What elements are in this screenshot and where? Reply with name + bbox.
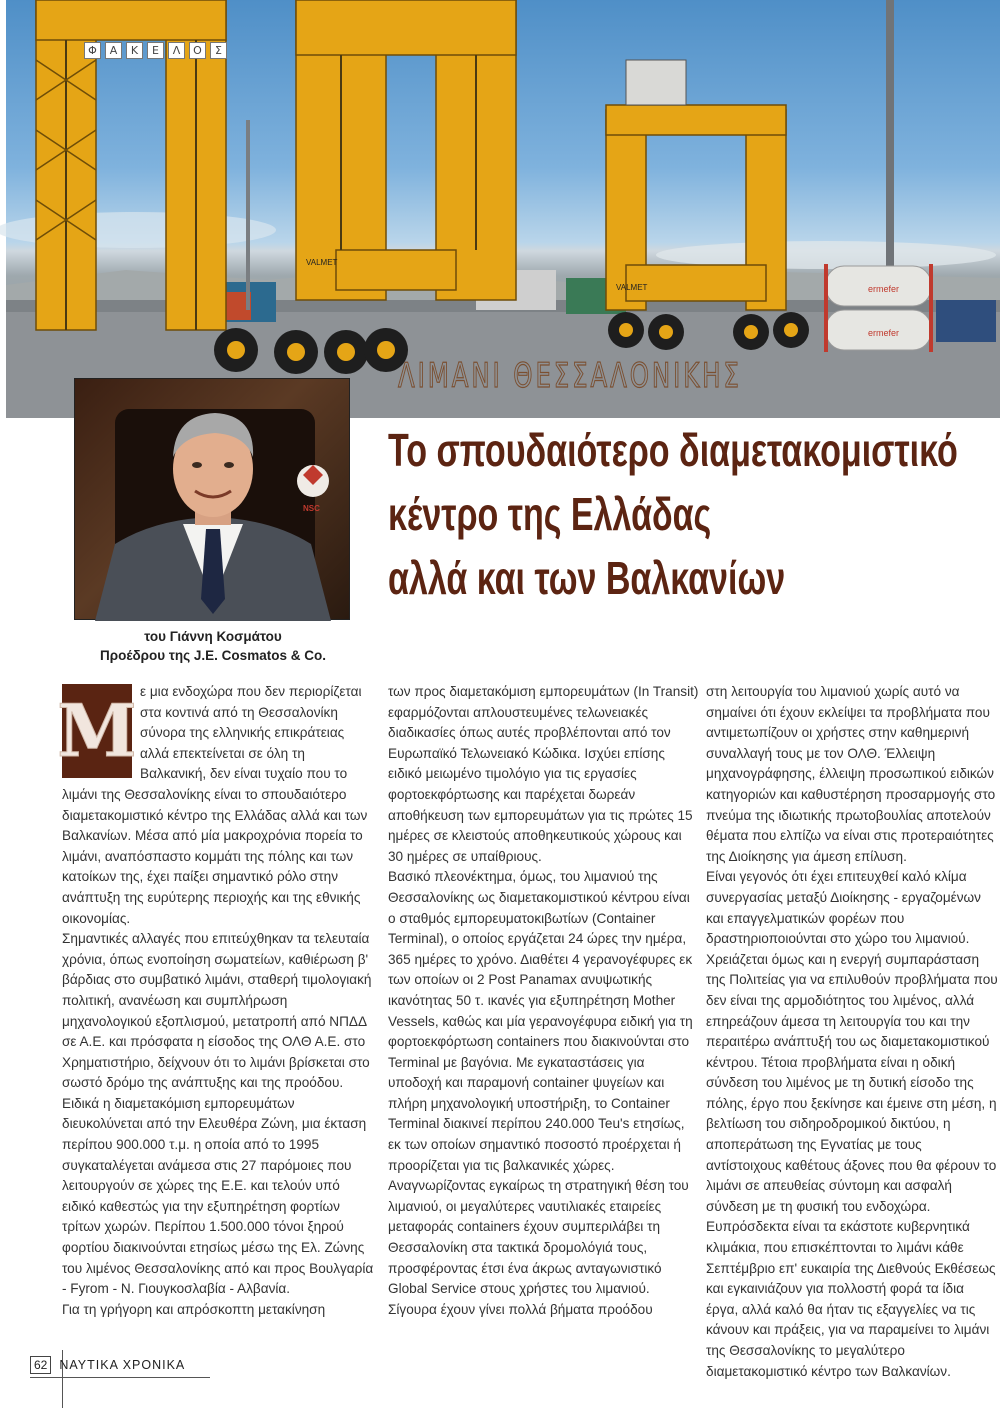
section-letter: Σ [210,42,227,59]
drop-cap-letter-graphic [57,684,137,778]
portrait-illustration [75,379,351,621]
section-letter: Α [105,42,122,59]
valmet-label-1: VALMET [616,283,648,292]
section-label-strip [84,42,227,59]
body-text-col2: των προς διαμετακόμιση εμπορευμάτων (In Transit) εφαρμόζονται απλουστευμένες τελωνειακές διαδικασίες όπως αυτές προβλέπονται από τον Ευρωπαϊκό Τελωνειακό Κώδικα. Ισχύει επίσης ειδικό μειωμένο τιμολόγιο για τις εργασίες φορτοεκφόρτωσης και παρέχεται δωρεάν αποθήκευση των εμπορευμάτων για τις πρώτες 15 ημέρες σε κλειστούς αποθηκευτικούς χώρους και 30 ημέρες σε υπαίθριους. Βασικό πλεονέκτημα, όμως, του λιμανιού της Θεσσαλονίκης ως διαμετακομιστικού κέντρου είναι ο σταθμός εμπορευματοκιβωτίων (Container Terminal), ο οποίος εργάζεται 24 ώρες την ημέρα, 365 ημέρες το χρόνο. Διαθέτει 4 γερανογέφυρες εκ των οποίων οι 2 Post Panamax ανυψωτικής ικανότητας 50 τ. ικανές για εξυπηρέτηση Mother Vessels, καθώς και μία γερανογέφυρα ειδική για τη φορτοεκφόρτωση containers που διακινούνται στο Terminal με βαγόνια. Με εγκαταστάσεις για υποδοχή και παραμονή container ψυγείων και πλήρη μηχανολογική υποστήριξη, το Container Terminal διακινεί περίπου 240.000 Teu's ετησίως, εκ των οποίων σημαντικό ποσοστό προέρχεται ή προορίζεται για τις βαλκανικές χώρες. Αναγνωρίζοντας εγκαίρως τη στρατηγική θέση του λιμανιού, οι μεγαλύτερες ναυτιλιακές εταιρείες μεταφοράς containers έχουν συμπεριλάβει τη Θεσσαλονίκη στα τακτικά δρομολόγιά τους, προσφέροντας έτσι ένα άκρως ανταγωνιστικό Global Service στους χρήστες του λιμανιού. Σίγουρα έχουν γίνει πολλά βήματα προόδου [388,684,699,1317]
headline-line-1: Το σπουδαιότερο διαμετακομιστικό [388,424,958,476]
body-column-2 [388,682,700,1320]
kicker-title: ΛΙΜΑΝΙ ΘΕΣΣΑΛΟΝΙΚΗΣ [398,356,742,396]
byline-title: Προέδρου της J.E. Cosmatos & Co. [100,648,326,663]
section-letter: Φ [84,42,101,59]
page-footer [30,1354,185,1376]
drop-cap-letter: Μ [57,688,137,773]
headline-line-2: κέντρο της Ελλάδας [388,488,712,540]
body-column-3 [706,682,998,1382]
body-column-1 [57,682,374,1320]
hero-photo [6,0,1000,418]
ermefer-label-1: ermefer [868,284,900,294]
body-text-col3: στη λειτουργία του λιμανιού χωρίς αυτό να σημαίνει ότι έχουν εκλείψει τα προβλήματα που αντιμετωπίζουν οι χρήστες στην καθημερινή συναλλαγή τους με τον ΟΛΘ. Έλλειψη μηχανογράφησης, έλλειψη προσωπικού ειδικών κατηγοριών και καθυστέρηση προσαρμογής στο πνεύμα της ιδιωτικής πρωτοβουλίας αποτελούν θέματα που ελπίζω να είναι στις προτεραιότητες της Διοίκησης για άμεση επίλυση. Είναι γεγονός ότι έχει επιτευχθεί καλό κλίμα συνεργασίας μεταξύ Διοίκησης - εργαζομένων και επαγγελματικών φορέων που δραστηριοποιούνται στο χώρο του λιμανιού. Χρειάζεται όμως και η ενεργή συμπαράσταση της Πολιτείας για να επιλυθούν προβλήματα που δεν είναι της αρμοδιότητος του λιμένος, αλλά επηρεάζουν άμεσα τη λειτουργία του και την περαιτέρω ανάπτυξή του ως διαμετακομιστικού κέντρου. Τέτοια προβλήματα είναι η οδική σύνδεση του λιμένος με τη δυτική είσοδο της πόλης, έργο που ξεκίνησε και έμεινε στη μέση, η βελτίωση του σιδηροδρομικού δικτύου, η αποπεράτωση της Εγνατίας με τους αντίστοιχους καθέτους άξονες που θα φέρουν το λιμάνι σε απευθείας σύντομη και ασφαλή σύνδεση με τη φυσική του ενδοχώρα. Ευπρόσδεκτα είναι τα εκάστοτε κυβερνητικά κλιμάκια, που επισκέπτονται το λιμάνι κάθε Σεπτέμβριο επ' ευκαιρία της Διεθνούς Εκθέσεως και εγκαινιάζουν για πολλοστή φορά τα ίδια έργα, αλλά καλό θα ήταν τις εξαγγελίες να τις κάνουν και πράξεις, για να παραμείνει το λιμάνι της Θεσσαλονίκης το μεγαλύτερο διαμετακομιστικό κέντρο των Βαλκανίων. [706,684,998,1379]
section-letter: Κ [126,42,143,59]
section-letter: Λ [168,42,185,59]
section-letter: Ε [147,42,164,59]
magazine-name: ΝΑΥΤΙΚΑ ΧΡΟΝΙΚΑ [59,1358,186,1372]
headline-line-3: αλλά και των Βαλκανίων [388,552,786,604]
byline [76,627,350,665]
valmet-label-2: VALMET [306,258,338,267]
body-text-col1: ε μια ενδοχώρα που δεν περιορίζεται στα κοντινά από τη Θεσσαλονίκη σύνορα της ελληνικής επικράτειας αλλά επεκτείνεται σε όλη τη Βαλκανική, δεν είναι τυχαίο που το λιμάνι της Θεσσαλονίκης είναι το σπουδαιότερο διαμετακομιστικό κέντρο της Ελλάδας αλλά και των Βαλκανίων. Μέσα από μία μακροχρόνια πορεία το λιμάνι, αναπόσπαστο κομμάτι της πόλης και των κατοίκων της, έχει παίξει σημαντικό ρόλο στην ανάπτυξη της ευρύτερης περιοχής και της εθνικής οικονομίας. Σημαντικές αλλαγές που επιτεύχθηκαν τα τελευταία χρόνια, όπως ενοποίηση σωματείων, καθιέρωση β' βάρδιας στο συμβατικό λιμάνι, σταθερή τιμολογιακή πολιτική, ανανέωση και συμπλήρωση μηχανολογικού εξοπλισμού, μετατροπή από ΝΠΔΔ σε Α.Ε. και πρόσφατα η είσοδος της ΟΛΘ Α.Ε. στο Χρηματιστήριο, δείχνουν ότι το λιμάνι βρίσκεται στο σωστό δρόμο της ανάπτυξης και της προόδου. Ειδικά η διαμετακόμιση εμπορευμάτων διευκολύνεται από την Ελευθέρα Ζώνη, μια έκταση περίπου 900.000 τ.μ. η οποία από το 1995 συγκαταλέγεται ανάμεσα στις 27 παρόμοιες που λειτουργούν σε χώρες της Ε.Ε. και τελούν υπό ειδικό καθεστώς για την εξυπηρέτηση φορτίων τρίτων χωρών. Περίπου 1.500.000 τόνοι ξηρού φορτίου διακινούνται ετησίως μέσω της Ελ. Ζώνης του λιμένος Θεσσαλονίκης από και προς Βουλγαρία - Fyrom - Ν. Γιουγκοσλαβία - Αλβανία. Για τη γρήγορη και απρόσκοπτη μετακίνηση [62,684,374,1317]
article-headline [388,418,958,610]
section-letter: Ο [189,42,206,59]
page-number: 62 [30,1356,51,1374]
drop-cap [57,684,137,778]
ermefer-label-2: ermefer [868,328,900,338]
footer-rule [30,1377,210,1378]
nsc-badge-label: NSC [303,504,320,513]
byline-author: του Γιάννη Κοσμάτου [144,629,282,644]
author-portrait [74,378,350,620]
